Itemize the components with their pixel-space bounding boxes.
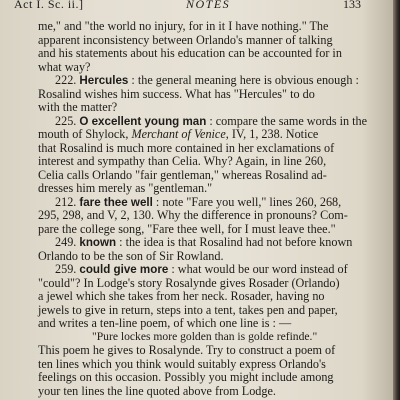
text-line: Celia calls Orlando "fair gentleman," whereas Rosalind ad-	[38, 168, 327, 182]
page-number: 133	[343, 0, 361, 11]
note-headword: fare thee well	[79, 196, 153, 209]
text-line: Rosalind wishes him success. What has "Hercules" to do	[38, 87, 315, 101]
text-line: interest and sympathy than Celia. Why? Again, in line 260,	[38, 154, 327, 168]
page-edge	[393, 0, 400, 400]
text-line: a jewel which she takes from her neck. Rosader, having no	[38, 289, 325, 303]
text-line: and writes a ten-line poem, of which one line is : —	[38, 316, 292, 330]
note-249: 249. known : the idea is that Rosalind had not before known	[55, 235, 353, 249]
text-line: what way?	[38, 60, 91, 74]
text-line: apparent inconsistency between Orlando's manner of talking	[38, 33, 333, 47]
text-line: with the matter?	[38, 100, 118, 114]
note-headword: could give more	[79, 263, 169, 276]
note-259: 259. could give more : what would be our word instead of	[55, 262, 348, 276]
text-line: mouth of Shylock, Merchant of Venice, IV, 1, 238. Notice	[38, 127, 319, 141]
text-line: ten lines which you think would suitably express Orlando's	[38, 357, 326, 371]
text-line: jewels to give in return, steps into a tent, takes pen and paper,	[38, 303, 338, 317]
text-line: me," and "the world no injury, for in it I have nothing." The	[38, 19, 329, 33]
text-line: your ten lines the line quoted above from Lodge.	[38, 384, 276, 398]
note-212: 212. fare thee well : note "Fare you well," lines 260, 268,	[55, 195, 342, 209]
note-headword: known	[79, 236, 117, 249]
note-headword: Hercules	[79, 74, 129, 87]
text-line: Orlando to be the son of Sir Rowland.	[38, 249, 224, 263]
act-scene-reference: Act I. Sc. ii.]	[14, 0, 84, 11]
text-line: dresses him merely as "gentleman."	[38, 181, 213, 195]
text-line: that Rosalind is much more contained in her exclamations of	[38, 141, 335, 155]
text-line: "could"? In Lodge's story Rosalynde gives Rosader (Orlando)	[38, 276, 340, 290]
note-225: 225. O excellent young man : compare the same words in the	[55, 114, 368, 128]
text-line: This poem he gives to Rosalynde. Try to construct a poem of	[38, 343, 336, 357]
note-222: 222. Hercules : the general meaning here is obvious enough :	[55, 73, 359, 87]
lodge-quotation: "Pure lockes more golden than is golde refinde."	[92, 330, 318, 343]
text-line: feelings on this occasion. Possibly you might include among	[38, 370, 334, 384]
running-head	[0, 0, 393, 14]
section-title: NOTES	[186, 0, 231, 11]
text-line: 295, 298, and V, 2, 130. Why the difference in pronouns? Com-	[38, 208, 348, 222]
text-line: pare the college song, "Fare thee well, for I must leave thee."	[38, 222, 336, 236]
play-title: Merchant of Venice	[131, 127, 226, 141]
text-line: and his statements about his education can be accounted for in	[38, 46, 342, 60]
note-headword: O excellent young man	[79, 115, 207, 128]
